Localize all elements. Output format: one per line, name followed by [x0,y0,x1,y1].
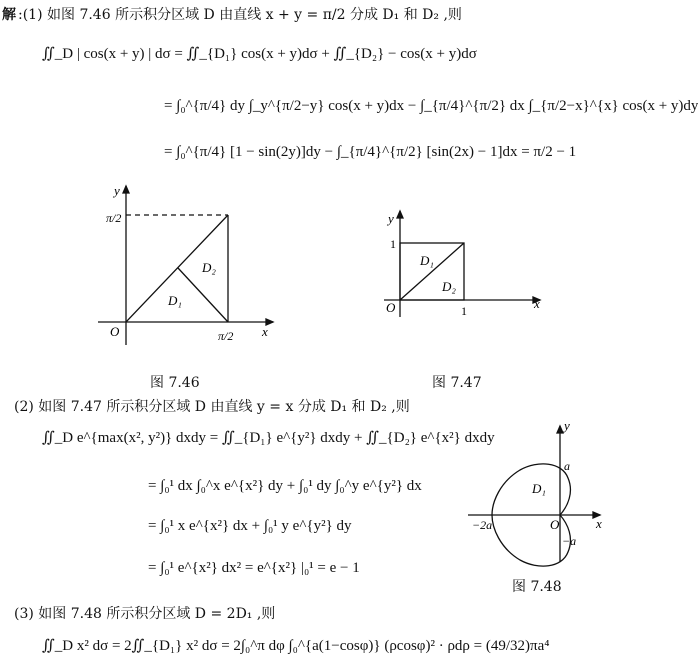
fig748-y-arrow [557,426,563,433]
part1-intro: :(1) 如图 7.46 所示积分区域 D 由直线 x + y = π/2 分成 D₁ 和 D₂ ,则 [18,7,462,23]
fig746-tick-y: π/2 [106,211,122,225]
fig746-region-d1: D₁ [168,293,182,308]
figure-7-48-caption: 图 7.48 [512,579,562,595]
figure-7-47-caption: 图 7.47 [432,375,482,391]
fig748-region-d1: D₁ [532,481,546,496]
part2-equation-3: = ∫₀¹ x e^{x²} dx + ∫₀¹ y e^{y²} dy [148,518,352,534]
fig746-origin: O [110,324,120,339]
fig747-y-arrow [397,211,403,218]
fig748-y-label: y [564,418,570,433]
fig746-x-label: x [262,324,268,339]
fig748-x-label: x [596,516,602,531]
fig746-tick-x: π/2 [218,329,234,343]
fig746-line-x-plus-y [178,268,228,322]
fig747-y-label: y [388,211,394,226]
part2-equation-4: = ∫₀¹ e^{x²} dx² = e^{x²} |₀¹ = e − 1 [148,560,360,576]
part2-intro: (2) 如图 7.47 所示积分区域 D 由直线 y = x 分成 D₁ 和 D₂ ,则 [14,399,410,415]
fig748-origin: O [550,517,560,532]
fig747-x-label: x [534,296,540,311]
fig747-origin: O [386,300,396,315]
part3-intro: (3) 如图 7.48 所示积分区域 D = 2D₁ ,则 [14,606,276,622]
fig747-region-d1: D₁ [420,253,434,268]
figure-7-48 [462,420,606,570]
figure-7-46-caption: 图 7.46 [150,375,200,391]
fig746-region-d2: D₂ [202,260,216,275]
part2-equation-1: ∬_D e^{max(x², y²)} dxdy = ∬_{D₁} e^{y²} dxdy + ∬_{D₂} e^{x²} dxdy [42,430,495,446]
part1-equation-3: = ∫₀^{π/4} [1 − sin(2y)]dy − ∫_{π/4}^{π/2} [sin(2x) − 1]dx = π/2 − 1 [164,144,577,160]
fig747-region-d2: D₂ [442,279,456,294]
figure-7-47 [362,205,547,320]
part3-equation-1: ∬_D x² dσ = 2∬_{D₁} x² dσ = 2∫₀^π dφ ∫₀^{a(1−cosφ)} (ρcosφ)² · ρdρ = (49/32)πa⁴ [42,638,550,654]
solution-label: 解 [2,7,16,23]
part1-equation-2: = ∫₀^{π/4} dy ∫_y^{π/2−y} cos(x + y)dx − ∫_{π/4}^{π/2} dx ∫_{π/2−x}^{x} cos(x + y)dy [164,98,698,114]
part1-equation-1: ∬_D | cos(x + y) | dσ = ∬_{D₁} cos(x + y)dσ + ∬_{D₂} − cos(x + y)dσ [42,46,477,62]
fig748-label-a: a [564,459,570,473]
fig746-y-label: y [114,183,120,198]
fig748-label-neg-a: −a [562,534,577,548]
fig747-tick-y: 1 [390,237,396,251]
part2-equation-2: = ∫₀¹ dx ∫₀^x e^{x²} dy + ∫₀¹ dy ∫₀^y e^{y²} dx [148,478,422,494]
figure-7-46 [88,180,288,350]
fig747-tick-x: 1 [461,304,467,318]
fig746-y-arrow [123,186,129,193]
fig748-label-neg-2a: −2a [472,518,493,532]
